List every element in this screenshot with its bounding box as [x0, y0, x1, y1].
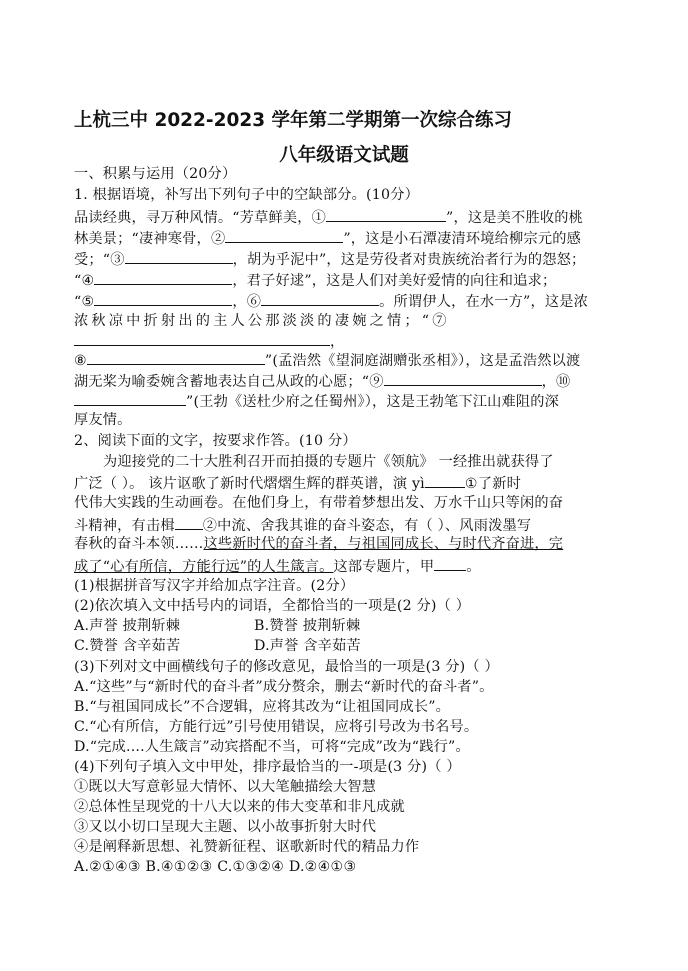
- answer-blank[interactable]: [225, 227, 343, 243]
- q1-text: ”(王勃《送杜少府之任蜀州》），这是王勃笔下江山难阻的深: [186, 394, 560, 410]
- q1-line-9: [74, 370, 619, 392]
- q1-line-8: [74, 349, 619, 371]
- q1-text: 品读经典，寻万种风情。“芳草鲜美，①: [74, 210, 327, 226]
- q2-text: 广泛（ ）。 该片讴歌了新时代熠熠生辉的群英谱，演 yì: [74, 476, 425, 492]
- q1-text: ”(孟浩然《望洞庭湖赠张丞相》），这是孟浩然以渡: [264, 353, 581, 369]
- underlined-sentence: 这些新时代的奋斗者，与祖国同成长、与时代齐奋进，完: [203, 536, 564, 552]
- q2-sub3: (3)下列对文中画横线句子的修改意见，最恰当的一项是(3 分)（ ）: [74, 659, 499, 675]
- option-b[interactable]: B.“与祖国同成长”不合逻辑，应将其改为“让祖国同成长”。: [74, 699, 451, 715]
- option-a[interactable]: A.声誉 披荆斩棘: [74, 618, 181, 634]
- q1-line-5: [74, 290, 619, 312]
- option-d[interactable]: D.声誉 含辛茹苦: [254, 638, 361, 654]
- q1-text: ，胡为乎泥中”，这是劳役者对贵族统治者行为的怨怒；: [232, 252, 586, 268]
- answer-blank[interactable]: [74, 390, 186, 406]
- q1-text: 林美景；“凄神寒骨，②: [74, 231, 226, 247]
- section-heading: 一、积累与运用（20分）: [74, 166, 237, 182]
- q1-text: ⑧: [74, 353, 87, 369]
- q1-line-4: [74, 269, 619, 291]
- q2-passage-line: [74, 555, 619, 577]
- underlined-sentence: 成了“心有所信，方能行远”的人生箴言。: [74, 559, 334, 575]
- answer-blank[interactable]: [434, 555, 466, 571]
- q2-text: 这部专题片，甲: [333, 559, 435, 575]
- q2-passage-line: 代伟大实践的生动画卷。在他们身上，有带着梦想出发、万水千山只等闲的奋: [74, 495, 564, 511]
- q1-line-2: [74, 227, 619, 249]
- q2-text: 春秋的奋斗本领……: [74, 536, 204, 552]
- q2-text: ①了新时: [464, 476, 521, 492]
- answer-blank[interactable]: [326, 206, 446, 222]
- q1-text: ，君子好逑”，这是人们对美好爱情的向往和追求；: [232, 273, 557, 289]
- q2-sub2-options: [74, 636, 619, 656]
- sentence-1: ①既以大写意彰显大情怀、以大笔触描绘大智慧: [74, 779, 377, 795]
- option-c[interactable]: C.赞誉 含辛茹苦: [74, 638, 181, 654]
- q1-text: 受；“③: [74, 252, 125, 268]
- q2-passage-line: [74, 534, 619, 554]
- q2-passage-line: [74, 472, 619, 494]
- answer-blank[interactable]: [125, 248, 233, 264]
- q2-sub1: (1)根据拼音写汉字并给加点字注音。(2分）: [74, 578, 355, 594]
- q1-text: 。所谓伊人，在水一方”，这是浓: [379, 294, 589, 310]
- q1-text: ，: [330, 334, 345, 350]
- q2-text: 。: [466, 559, 481, 575]
- sentence-4: ④是阐释新思想、礼赞新征程、讴歌新时代的精品力作: [74, 839, 420, 855]
- q2-text: ②中流、舍我其谁的奋斗姿态，有（ ）、风雨泼墨写: [202, 518, 532, 534]
- exam-subtitle: 八年级语文试题: [279, 145, 409, 166]
- option-b[interactable]: B.赞誉 披荆斩棘: [254, 618, 361, 634]
- q1-text: “④: [74, 273, 95, 289]
- option-a[interactable]: A.“这些”与“新时代的奋斗者”成分赘余，删去“新时代的奋斗者”。: [74, 679, 494, 695]
- sentence-2: ②总体性呈现党的十八大以来的伟大变革和非凡成就: [74, 799, 405, 815]
- answer-blank[interactable]: [94, 269, 232, 285]
- q1-text: ，⑥: [232, 294, 262, 310]
- q1-text: 厚友情。: [74, 412, 132, 428]
- exam-title: 上杭三中 2022-2023 学年第二学期第一次综合练习: [74, 110, 513, 131]
- option-d[interactable]: D.“完成....人生箴言”动宾搭配不当，可将“完成”改为“践行”。: [74, 739, 470, 755]
- answer-blank[interactable]: [261, 290, 379, 306]
- answer-blank[interactable]: [74, 330, 330, 346]
- sentence-3: ③又以小切口呈现大主题、以小故事折射大时代: [74, 819, 377, 835]
- q1-text: ”，这是小石潭凄清环境给柳宗元的感: [343, 231, 581, 247]
- q2-passage-line: [74, 514, 619, 536]
- answer-blank[interactable]: [94, 290, 232, 306]
- q2-passage-line: 为迎接党的二十大胜利召开而拍摄的专题片《领航》 一经推出就获得了: [103, 454, 554, 470]
- q1-prompt: 1. 根据语境，补写出下列句子中的空缺部分。(10分）: [74, 187, 419, 203]
- q2-sub4-options[interactable]: A.②①④③ B.④①②③ C.①③②④ D.②④①③: [74, 859, 357, 875]
- q2-text: 斗精神，有击楫: [74, 518, 175, 534]
- answer-blank[interactable]: [87, 349, 265, 365]
- q2-sub4: (4)下列句子填入文中甲处，排序最恰当的一-项是(3 分)（ ）: [74, 759, 461, 775]
- q2-sub2-options: [74, 616, 619, 636]
- answer-blank[interactable]: [175, 514, 203, 530]
- option-c[interactable]: C.“心有所信，方能行远”引号使用错误，应将引号改为书名号。: [74, 719, 479, 735]
- answer-blank[interactable]: [384, 370, 542, 386]
- q1-line-11: [74, 410, 619, 430]
- q1-line-6: [74, 311, 619, 331]
- q1-line-1: [74, 206, 619, 228]
- q1-text: ”，这是美不胜收的桃: [446, 210, 583, 226]
- q2-prompt: 2、阅读下面的文字，按要求作答。(10 分）: [74, 433, 357, 449]
- q1-text: 湖无桨为喻委婉含蓄地表达自己从政的心愿；“⑨: [74, 374, 384, 390]
- q1-text: 浓秋凉中折射出的主人公那淡淡的凄婉之情；“⑦: [74, 313, 450, 329]
- q1-text: ，⑩: [541, 374, 571, 390]
- q1-line-10: [74, 390, 619, 412]
- q1-line-3: [74, 248, 619, 270]
- q1-text: “⑤: [74, 294, 95, 310]
- answer-blank[interactable]: [425, 472, 465, 488]
- q2-sub2: (2)依次填入文中括号内的词语，全都恰当的一项是(2 分)（ ）: [74, 598, 471, 614]
